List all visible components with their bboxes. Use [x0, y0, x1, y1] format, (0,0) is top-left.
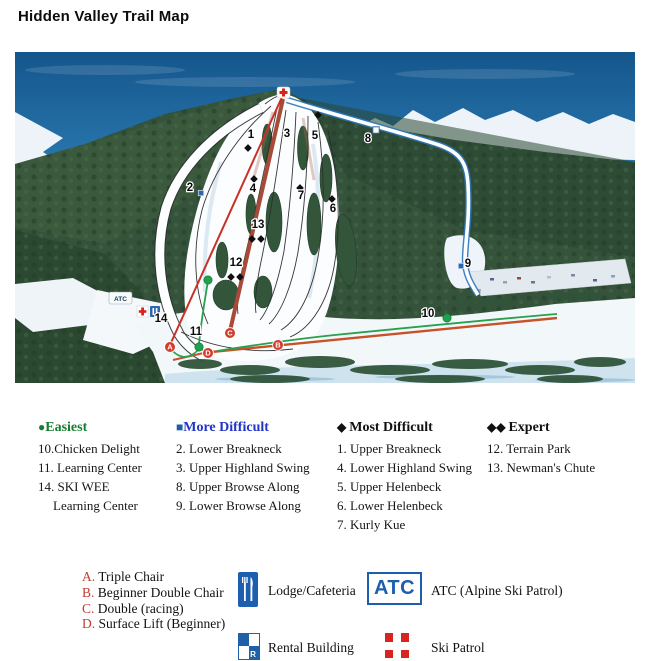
difficulty-heading [38, 418, 176, 437]
blue-square-marker [198, 190, 203, 195]
lift-letter: C. [82, 600, 95, 616]
trail-legend-item: 10.Chicken Delight [38, 441, 140, 456]
trail-map-svg [15, 52, 635, 383]
trail-legend-item: 4. Lower Highland Swing [337, 460, 473, 475]
trail-number-11: 11 [189, 326, 203, 338]
trail-legend-item: 14. SKI WEE [38, 479, 110, 494]
trail-legend-item: 2. Lower Breakneck [176, 441, 282, 456]
trail-legend-item: 5. Upper Helenbeck [337, 479, 442, 494]
page-title: Hidden Valley Trail Map [18, 8, 190, 25]
difficulty-heading [337, 418, 487, 437]
trail-legend-item: 11. Learning Center [38, 460, 142, 475]
atc-label: ATC (Alpine Ski Patrol) [431, 583, 563, 598]
lift-legend-item [82, 569, 225, 585]
difficulty-heading [176, 418, 336, 437]
summit-ski-patrol-icon [277, 87, 290, 98]
base-ski-patrol-icon [137, 306, 148, 317]
difficulty-symbol-icon: ◆ [337, 420, 350, 434]
atc-icon-text: ATC [373, 577, 416, 599]
lift-marker-letter-C: C [227, 328, 233, 338]
trail-number-6: 6 [329, 203, 337, 215]
legend-column-easiest [38, 418, 176, 515]
lift-name: Double (racing) [94, 600, 184, 616]
lodge-cafeteria-label: Lodge/Cafeteria [268, 583, 356, 598]
difficulty-symbol-icon: ■ [176, 420, 184, 434]
lift-marker-letter-A: A [167, 342, 173, 352]
difficulty-heading-text: Easiest [45, 420, 88, 435]
green-dot-marker [195, 343, 203, 351]
green-dot-marker [204, 276, 212, 284]
difficulty-heading [487, 418, 637, 437]
lift-marker-letter-B: B [275, 340, 281, 350]
legend-column-expert [487, 418, 637, 477]
trail-legend-item: Learning Center [53, 498, 138, 513]
lodge-cafeteria-icon [238, 572, 258, 607]
lift-letter: A. [82, 569, 96, 584]
trail-number-10: 10 [421, 308, 435, 320]
trail-number-9: 9 [464, 258, 472, 270]
lift-name: Beginner Double Chair [94, 584, 224, 600]
trail-number-14: 14 [154, 313, 168, 325]
lift-legend [82, 569, 225, 632]
trail-number-4: 4 [249, 183, 257, 195]
trail-legend-item: 3. Upper Highland Swing [176, 460, 310, 475]
trail-legend-item: 6. Lower Helenbeck [337, 498, 443, 513]
lift-legend-item [82, 585, 225, 601]
atc-icon [367, 572, 422, 605]
trail-number-8: 8 [364, 133, 372, 145]
trail-number-5: 5 [311, 130, 319, 142]
trail-legend-item: 9. Lower Browse Along [176, 498, 301, 513]
lift-legend-item [82, 616, 225, 632]
difficulty-heading-text: More Difficult [183, 420, 269, 435]
lift-legend-item [82, 601, 225, 617]
trail-number-1: 1 [247, 129, 255, 141]
green-dot-marker [443, 314, 451, 322]
svg-text:ATC: ATC [114, 296, 127, 303]
trail-number-12: 12 [229, 257, 243, 269]
rental-building-label: Rental Building [268, 640, 354, 655]
blue-square-marker [458, 263, 463, 268]
legend-column-more-difficult [176, 418, 336, 515]
trail-number-2: 2 [186, 182, 194, 194]
trail-number-3: 3 [283, 128, 291, 140]
lift-marker-letter-D: D [205, 348, 211, 358]
trail-legend-item: 13. Newman's Chute [487, 460, 596, 475]
trail-legend-item: 1. Upper Breakneck [337, 441, 442, 456]
lift-letter: B. [82, 584, 95, 600]
ski-patrol-icon [385, 633, 409, 658]
trail-number-7: 7 [297, 190, 305, 202]
difficulty-heading-text: Most Difficult [349, 420, 433, 435]
trail-legend-item: 12. Terrain Park [487, 441, 571, 456]
rental-building-icon [238, 633, 260, 660]
lift-name: Surface Lift (Beginner) [95, 616, 226, 632]
difficulty-heading-text: Expert [508, 420, 550, 435]
difficulty-symbol-icon: ● [38, 420, 46, 434]
trail-legend-item: 7. Kurly Kue [337, 517, 406, 532]
ski-patrol-label: Ski Patrol [431, 640, 485, 655]
white-square-marker [373, 127, 379, 133]
lift-name: Triple Chair [95, 569, 165, 584]
map-atc-box [109, 292, 132, 304]
trail-number-13: 13 [251, 219, 265, 231]
legend-column-most-difficult [337, 418, 487, 534]
difficulty-symbol-icon: ◆◆ [487, 420, 509, 434]
trail-map-image [15, 52, 635, 383]
lift-letter: D. [82, 616, 96, 632]
trail-legend-item: 8. Upper Browse Along [176, 479, 300, 494]
rental-icon-letter: R [250, 650, 256, 659]
